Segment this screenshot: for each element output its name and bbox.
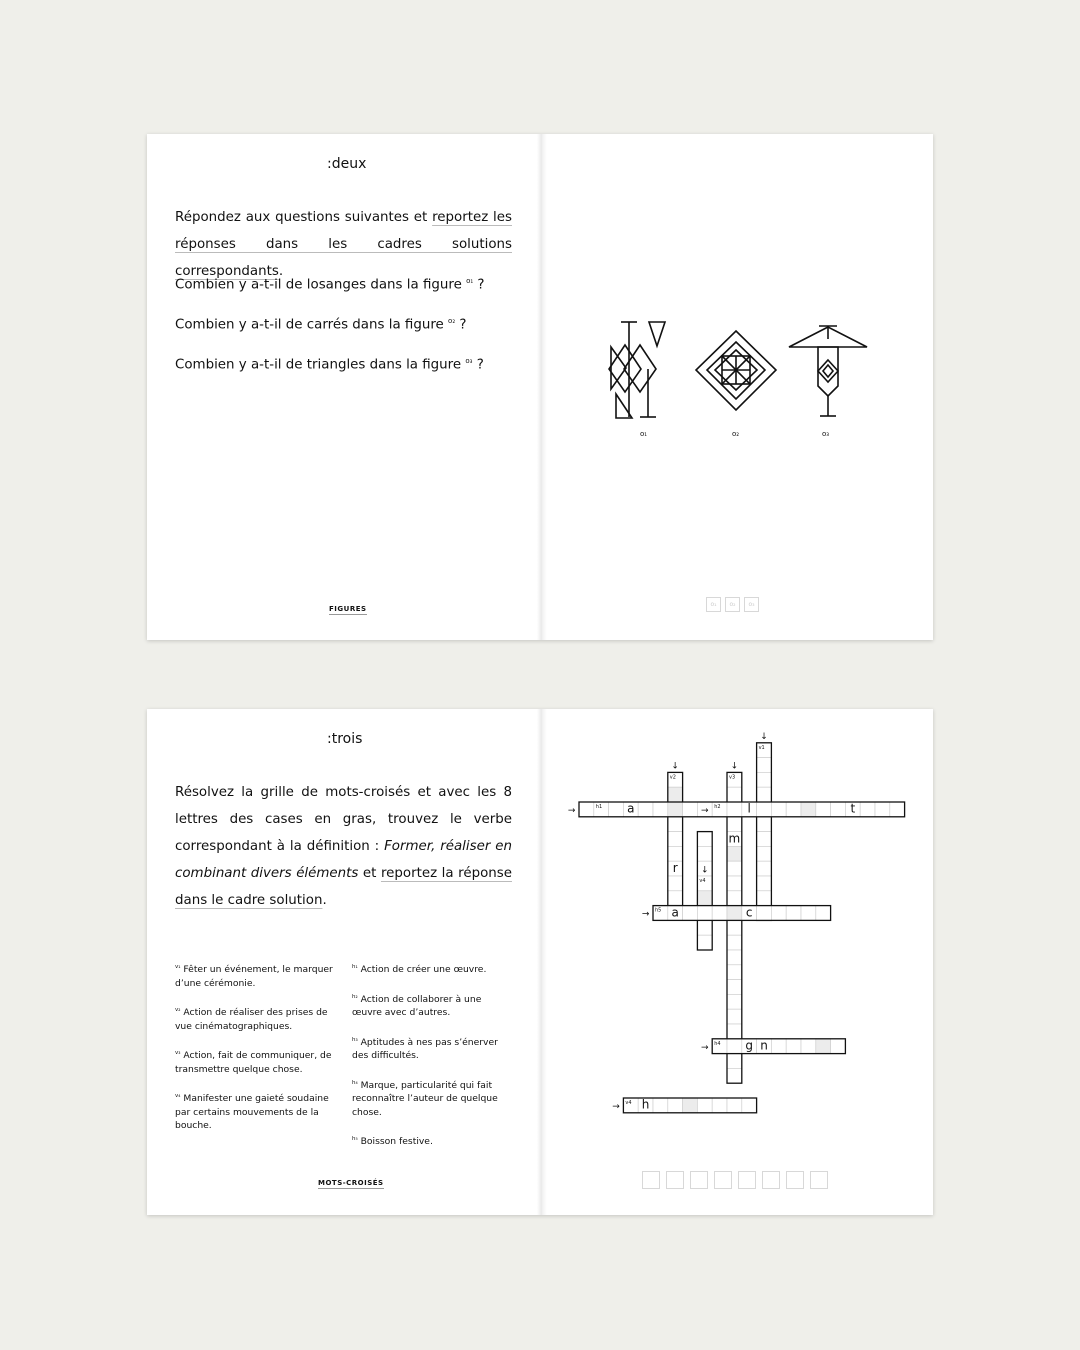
definition-h3: $^{h_3}$ Aptitudes à nes pas s’énerver des difficultés. (352, 1036, 498, 1062)
definition-h5: $^{h_5}$ Boisson festive. (352, 1136, 433, 1148)
section-title: :deux (327, 156, 367, 172)
grid-cell (697, 935, 712, 950)
grid-cell (757, 876, 772, 891)
grid-cell (668, 1098, 683, 1113)
definition-v4: $^{v_4}$ Manifester une gaieté soudaine par certains mouvements de la bouche. (175, 1093, 329, 1132)
grid-cell (697, 1098, 712, 1113)
figure-label-2: o₂ (732, 430, 740, 438)
crossword-letter: h (641, 1097, 650, 1112)
grid-cell (757, 772, 772, 787)
grid-cell (683, 906, 698, 921)
grid-cell (757, 861, 772, 876)
grid-cell (653, 1098, 668, 1113)
solution-box[interactable] (786, 1171, 804, 1189)
arrow-icon: → (612, 1102, 620, 1113)
grid-cell (668, 891, 683, 906)
definition-h2: $^{h_2}$ Action de collaborer à une œuvre avec d’autres. (352, 993, 482, 1019)
grid-cell (712, 906, 727, 921)
crossword-letter: l (747, 801, 751, 816)
grid-cell (727, 1054, 742, 1069)
grid-cell (816, 906, 831, 921)
instruction-text: Répondez aux questions suivantes et reportez les réponses dans les cadres solutions correspondants. (175, 210, 512, 279)
grid-cell (757, 846, 772, 861)
grid-cell (727, 1039, 742, 1054)
right-page (539, 134, 933, 640)
grid-cell (801, 906, 816, 921)
grid-cell (727, 1024, 742, 1039)
definition-h4: $^{h_4}$ Marque, particularité qui fait reconnaître l’auteur de quelque chose. (352, 1079, 498, 1118)
grid-cell (668, 787, 683, 802)
grid-cell (727, 787, 742, 802)
clue-number: v3 (729, 774, 736, 781)
grid-cell (786, 1039, 801, 1054)
grid-cell (757, 906, 772, 921)
clue-number: h1 (595, 804, 603, 810)
figure-label-3: o₃ (822, 430, 830, 438)
solution-box[interactable] (666, 1171, 684, 1189)
footer-label: MOTS-CROISÉS (318, 1179, 384, 1187)
instruction-link: reportez les réponses dans les cadres solutions correspondants (175, 210, 512, 279)
grid-cell (816, 1039, 831, 1054)
clue-number: v2 (669, 774, 676, 781)
grid-cell (727, 935, 742, 950)
arrow-icon: → (701, 806, 709, 817)
arrow-icon: ↓ (730, 761, 739, 772)
grid-cell (757, 817, 772, 832)
grid-cell (742, 1098, 757, 1113)
grid-cell (771, 1039, 786, 1054)
definition-h1: $^{h_1}$ Action de créer une œuvre. (352, 964, 487, 976)
grid-cell (697, 891, 712, 906)
question-3: Combien y a-t-il de triangles dans la figure $^{o_3}$ ? (175, 357, 484, 373)
grid-cell (683, 802, 698, 817)
solution-box-3[interactable]: o₃ (744, 597, 759, 612)
grid-cell (816, 802, 831, 817)
instruction-link: reportez la réponse dans le cadre solution (175, 866, 512, 908)
crossword-grid (539, 709, 933, 1215)
figure-2 (696, 331, 776, 410)
solution-box[interactable] (690, 1171, 708, 1189)
grid-cell (757, 787, 772, 802)
grid-cell (638, 802, 653, 817)
grid-cell (727, 950, 742, 965)
grid-cell (712, 1098, 727, 1113)
grid-cell (786, 906, 801, 921)
grid-cell (697, 920, 712, 935)
arrow-icon: → (641, 909, 650, 920)
figures-svg (539, 134, 933, 640)
grid-cell (831, 1039, 846, 1054)
solution-boxes (642, 1171, 828, 1189)
grid-cell (727, 891, 742, 906)
grid-cell (801, 802, 816, 817)
grid-cell (860, 802, 875, 817)
grid-cell (727, 1009, 742, 1024)
grid-cell (727, 920, 742, 935)
clue-number: h5 (655, 907, 662, 914)
solution-box[interactable] (714, 1171, 732, 1189)
right-page (539, 709, 933, 1215)
grid-cell (727, 802, 742, 817)
solution-box[interactable] (738, 1171, 756, 1189)
grid-cell (697, 846, 712, 861)
arrow-icon: ↓ (760, 732, 768, 743)
definition-v2: $^{v_2}$ Action de réaliser des prises de vue cinématographiques. (175, 1007, 328, 1032)
arrow-icon: ↓ (701, 865, 709, 876)
figure-3 (789, 326, 867, 416)
crossword-letter: a (671, 905, 679, 920)
clue-number: v4 (699, 878, 706, 884)
grid-cell (727, 861, 742, 876)
figure-label-1: o₁ (640, 430, 648, 438)
solution-box-2[interactable]: o₂ (725, 597, 740, 612)
grid-cell (697, 832, 712, 847)
section-title: :trois (327, 731, 363, 747)
grid-cell (727, 846, 742, 861)
grid-cell (771, 802, 786, 817)
grid-cell (875, 802, 890, 817)
crossword-letter: m (728, 831, 741, 846)
grid-cell (890, 802, 905, 817)
arrow-icon: ↓ (671, 761, 679, 772)
definition-v1: $^{v_1}$ Fêter un événement, le marquer d’une cérémonie. (175, 964, 333, 989)
solution-box[interactable] (642, 1171, 660, 1189)
crossword-letter: n (760, 1038, 768, 1053)
grid-cell (668, 832, 683, 847)
grid-cell (757, 891, 772, 906)
question-1: Combien y a-t-il de losanges dans la figure $^{o_1}$ ? (175, 277, 485, 293)
grid-cell (757, 802, 772, 817)
grid-cell (668, 817, 683, 832)
left-page (147, 709, 539, 1215)
grid-cell (668, 846, 683, 861)
grid-cell (697, 906, 712, 921)
grid-cell (727, 1098, 742, 1113)
clue-number: h2 (714, 804, 721, 810)
arrow-icon: → (567, 806, 576, 817)
grid-cell (727, 1068, 742, 1083)
grid-cell (727, 876, 742, 891)
grid-cell (757, 758, 772, 773)
grid-cell (727, 817, 742, 832)
grid-cell (668, 802, 683, 817)
crossword-letter: r (672, 860, 678, 875)
figure-1 (609, 322, 665, 418)
solution-box[interactable] (762, 1171, 780, 1189)
clue-number: h4 (714, 1040, 721, 1047)
grid-cell (727, 980, 742, 995)
instruction-text: Résolvez la grille de mots-croisés et avec les 8 lettres des cases en gras, trouvez le verbe correspondant à la définition : Former, réaliser en combinant divers éléments et reportez la réponse dans le cadre solution. (175, 785, 512, 908)
footer-label: FIGURES (329, 605, 367, 613)
definitions-horizontal (352, 961, 512, 1163)
left-page (147, 134, 539, 640)
grid-cell (727, 965, 742, 980)
clue-number: v4 (625, 1100, 632, 1106)
grid-cell (579, 802, 594, 817)
grid-cell (609, 802, 624, 817)
spread-figures (147, 134, 933, 640)
crossword-letter: a (627, 801, 635, 816)
spread-crossword (147, 709, 933, 1215)
arrow-icon: → (701, 1042, 709, 1053)
clue-number: v1 (758, 744, 765, 751)
crossword-letter: c (745, 905, 753, 920)
grid-cell (727, 994, 742, 1009)
grid-cell (727, 906, 742, 921)
crossword-letter: g (745, 1038, 754, 1053)
solution-box-1[interactable]: o₁ (706, 597, 721, 612)
grid-cell (801, 1039, 816, 1054)
grid-cell (786, 802, 801, 817)
grid-cell (653, 802, 668, 817)
grid-cell (771, 906, 786, 921)
grid-cell (831, 802, 846, 817)
solution-boxes (706, 597, 759, 612)
grid-cell (757, 832, 772, 847)
grid-cell (668, 876, 683, 891)
question-2: Combien y a-t-il de carrés dans la figure $^{o_2}$ ? (175, 317, 467, 333)
grid-cell (683, 1098, 698, 1113)
definition-v3: $^{v_3}$ Action, fait de communiquer, de transmettre quelque chose. (175, 1050, 332, 1075)
definitions-vertical (175, 961, 335, 1147)
solution-box[interactable] (810, 1171, 828, 1189)
crossword-letter: t (850, 801, 856, 816)
